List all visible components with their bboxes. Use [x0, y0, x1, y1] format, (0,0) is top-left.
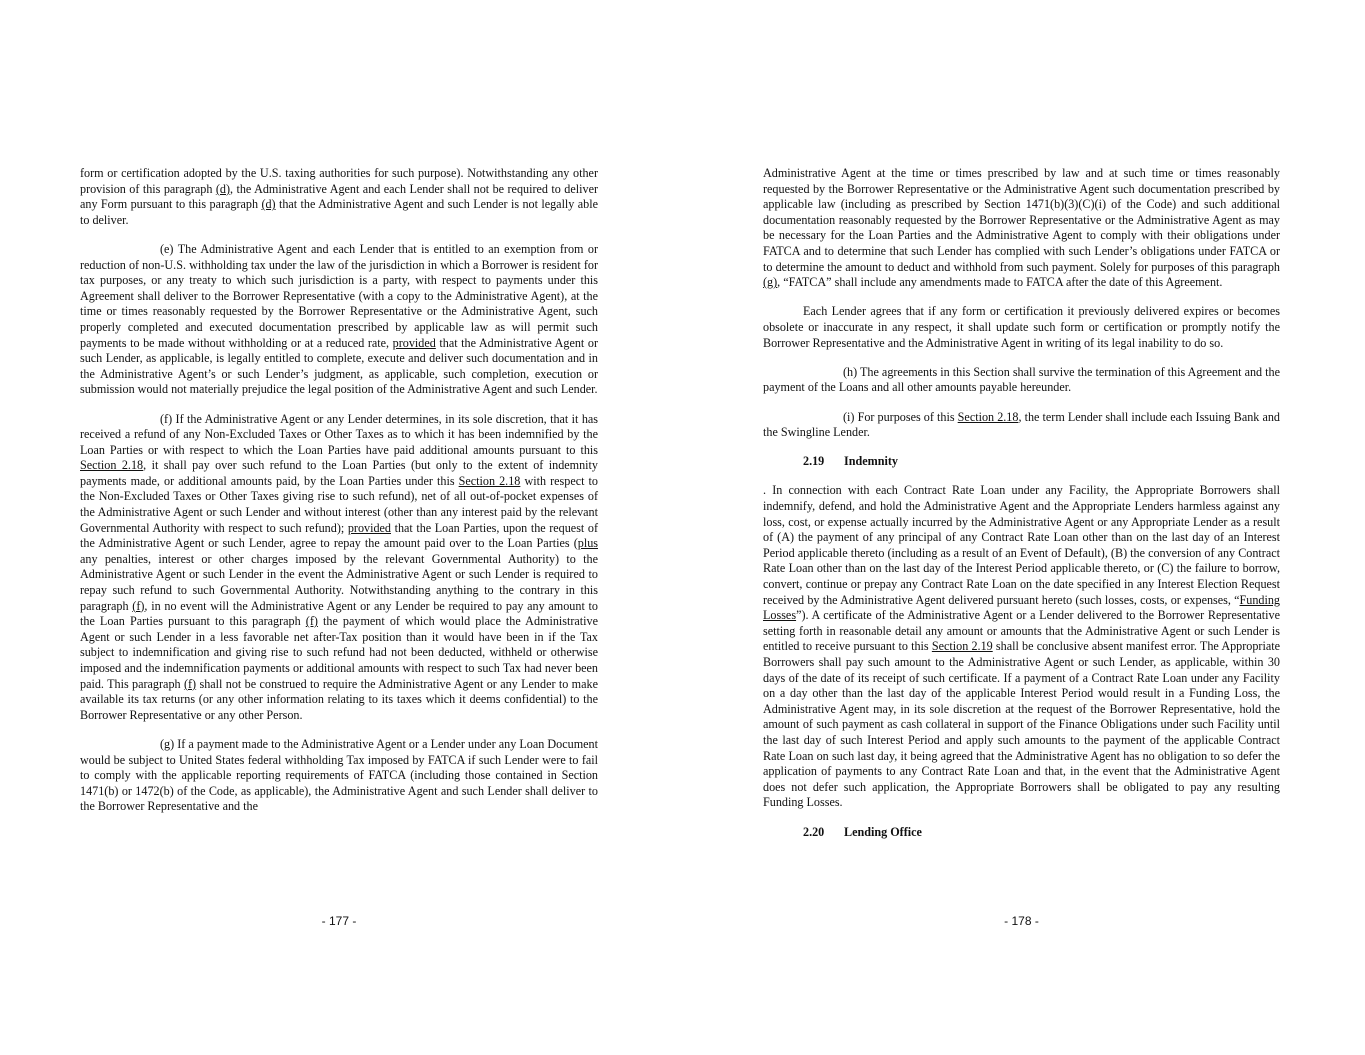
paragraph-marker: (h) [843, 364, 858, 379]
section-ref: Section 2.18 [458, 473, 521, 488]
paragraph-ref-f: (f) [132, 598, 145, 613]
plus-term: plus [577, 536, 598, 551]
paragraph-f: (f) If the Administrative Agent or any Lender determines, in its sole discretion, that it has received a refund of any Non-Excluded Taxes or Other Taxes as to which it has been indemnified by the Loan Parties or with respect to which the Loan Parties have paid additional amounts pursuant to this Section 2.18, it shall pay over such refund to the Loan Parties (but only to the extent of indemnity payments made, or additional amounts paid, by the Loan Parties under this Section 2.18 with respect to the Non-Excluded Taxes or Other Taxes giving rise to such refund), net of all out-of-pocket expenses of the Administrative Agent or such Lender and without interest (other than any interest paid by the relevant Governmental Authority with respect to such refund); provided that the Loan Parties, upon the request of the Administrative Agent or such Lender, agree to repay the amount paid over to the Loan Parties (plus any penalties, interest or other charges imposed by the relevant Governmental Authority) to the Administrative Agent or such Lender in the event the Administrative Agent or such Lender is required to repay such refund to such Governmental Authority. Notwithstanding anything to the contrary in this paragraph (f), in no event will the Administrative Agent or any Lender be required to pay any amount to the Loan Parties pursuant to this paragraph (f) the payment of which would place the Administrative Agent or such Lender in a less favorable net after-Tax position than it would have been in if the Tax subject to indemnification and giving rise to such refund had not been deducted, withheld or otherwise imposed and the indemnification payments or additional amounts with respect to such Tax had never been paid. This paragraph (f) shall not be construed to require the Administrative Agent or any Lender to make available its tax returns (or any other information relating to its taxes which it deems confidential) to the Borrower Representative or any other Person. [80, 411, 599, 722]
paragraph-marker: (g) [160, 736, 175, 751]
section-ref: Section 2.19 [931, 639, 993, 654]
paragraph-g-continuation: Administrative Agent at the time or times prescribed by law and at such time or times reasonably requested by the Borrower Representative or the Administrative Agent such documentation prescribed by applicable law (including as prescribed by Section 1471(b)(3)(C)(i) of the Code) and such additional documentation reasonably requested by the Borrower Representative or the Administrative Agent as may be necessary for the Loan Parties and the Administrative Agent to comply with their obligations under FATCA and to determine that such Lender has complied with such Lender’s obligations under FATCA or to determine the amount to deduct and withhold from such payment. Solely for purposes of this paragraph (g), “FATCA” shall include any amendments made to FATCA after the date of this Agreement. [763, 166, 1280, 290]
paragraph-ref-g: (g) [763, 275, 778, 290]
paragraph-ref-f: (f) [305, 614, 318, 629]
page-178 [763, 0, 1280, 1055]
section-title: Indemnity [844, 454, 898, 469]
page-177 [80, 0, 598, 1055]
paragraph-g: (g) If a payment made to the Administrative Agent or a Lender under any Loan Document would be subject to United States federal withholding Tax imposed by FATCA if such Lender were to fail to comply with the applicable reporting requirements of FATCA (including those contained in Section 1471(b) or 1472(b) of the Code, as applicable), the Administrative Agent and such Lender shall deliver to the Borrower Representative and the [80, 736, 598, 814]
section-ref: Section 2.18 [80, 458, 144, 473]
paragraph-each-lender: Each Lender agrees that if any form or certification it previously delivered expires or becomes obsolete or inaccurate in any respect, it shall update such form or certification or promptly notify the Borrower Representative and the Administrative Agent in writing of its legal inability to do so. [763, 304, 1280, 350]
section-number: 2.19 [803, 454, 825, 469]
section-title: Lending Office [844, 824, 922, 839]
paragraph-ref-d: (d) [261, 197, 276, 212]
paragraph-ref-f: (f) [183, 676, 197, 691]
paragraph-i: (i) For purposes of this Section 2.18, the term Lender shall include each Issuing Bank and the Swingline Lender. [763, 409, 1280, 440]
paragraph-d-continuation: form or certification adopted by the U.S. taxing authorities for such purpose). Notwithstanding any other provision of this paragraph (d), the Administrative Agent and each Lender shall not be required to deliver any Form pursuant to this paragraph (d) that the Administrative Agent and such Lender is not legally able to deliver. [80, 166, 599, 227]
paragraph-marker: (f) [160, 411, 173, 426]
provided-term: provided [392, 335, 436, 350]
page-177-text [80, 166, 598, 829]
paragraph-indemnity: . In connection with each Contract Rate Loan under any Facility, the Appropriate Borrowers shall indemnify, defend, and hold the Administrative Agent and the Appropriate Lenders harmless against any loss, cost, or expense actually incurred by the Administrative Agent or any Appropriate Lender as a result of (A) the payment of any principal of any Contract Rate Loan other than on the last day of an Interest Period applicable thereto (including as a result of an Event of Default), (B) the conversion of any Contract Rate Loan other than on the last day of the Interest Period applicable thereto, or (C) the failure to borrow, convert, continue or prepay any Contract Rate Loan on the date specified in any Interest Election Request received by the Administrative Agent delivered pursuant hereto (such losses, costs, or expenses, “Funding Losses”). A certificate of the Administrative Agent or a Lender delivered to the Borrower Representative setting forth in reasonable detail any amount or amounts that the Administrative Agent or such Lender is entitled to receive pursuant to this Section 2.19 shall be conclusive absent manifest error. The Appropriate Borrowers shall pay such amount to the Administrative Agent or such Lender, as applicable, within 30 days of the date of its receipt of such certificate. If a payment of a Contract Rate Loan under any Facility on a day other than the last day of the applicable Interest Period would result in a Funding Loss, the Administrative Agent may, in its sole discretion at the request of the Borrower Representative, hold the amount of such payment as cash collateral in support of the Finance Obligations under such Facility until the last day of such Interest Period and apply such amounts to the payment of the applicable Contract Rate Loan on such last day, it being agreed that the Administrative Agent has no obligation to so defer the application of payments to any Contract Rate Loan and that, in the event that the Administrative Agent does not defer such application, the Appropriate Borrowers shall be obligated to pay any resulting Funding Losses. [763, 483, 1280, 810]
section-ref: Section 2.18 [957, 409, 1019, 424]
provided-term: provided [347, 520, 391, 535]
page-number: - 177 - [321, 914, 357, 928]
section-number: 2.20 [803, 824, 825, 839]
paragraph-e: (e) The Administrative Agent and each Lender that is entitled to an exemption from or reduction of non-U.S. withholding tax under the law of the jurisdiction in which a Borrower is resident for tax purposes, or any treaty to which such jurisdiction is a party, with respect to payments under this Agreement shall deliver to the Borrower Representative (with a copy to the Administrative Agent), at the time or times reasonably requested by the Borrower Representative or the Administrative Agent, such properly completed and executed documentation prescribed by applicable law as will permit such payments to be made without withholding or at a reduced rate, provided that the Administrative Agent or such Lender, as applicable, is legally entitled to complete, execute and deliver such documentation and in the Administrative Agent’s or such Lender’s judgment, as applicable, such completion, execution or submission would not materially prejudice the legal position of the Administrative Agent and such Lender. [80, 241, 598, 397]
page-178-text [763, 166, 1280, 854]
paragraph-marker: (i) [843, 409, 855, 424]
paragraph-h: (h) The agreements in this Section shall survive the termination of this Agreement and the payment of the Loans and all other amounts payable hereunder. [763, 364, 1280, 395]
section-heading-2-19 [803, 454, 1280, 470]
page-number: - 178 - [1004, 914, 1039, 928]
defined-term: Funding Losses [763, 592, 1280, 623]
paragraph-marker: (e) [160, 241, 174, 256]
section-heading-2-20 [803, 825, 1280, 841]
paragraph-ref-d: (d) [215, 181, 230, 196]
